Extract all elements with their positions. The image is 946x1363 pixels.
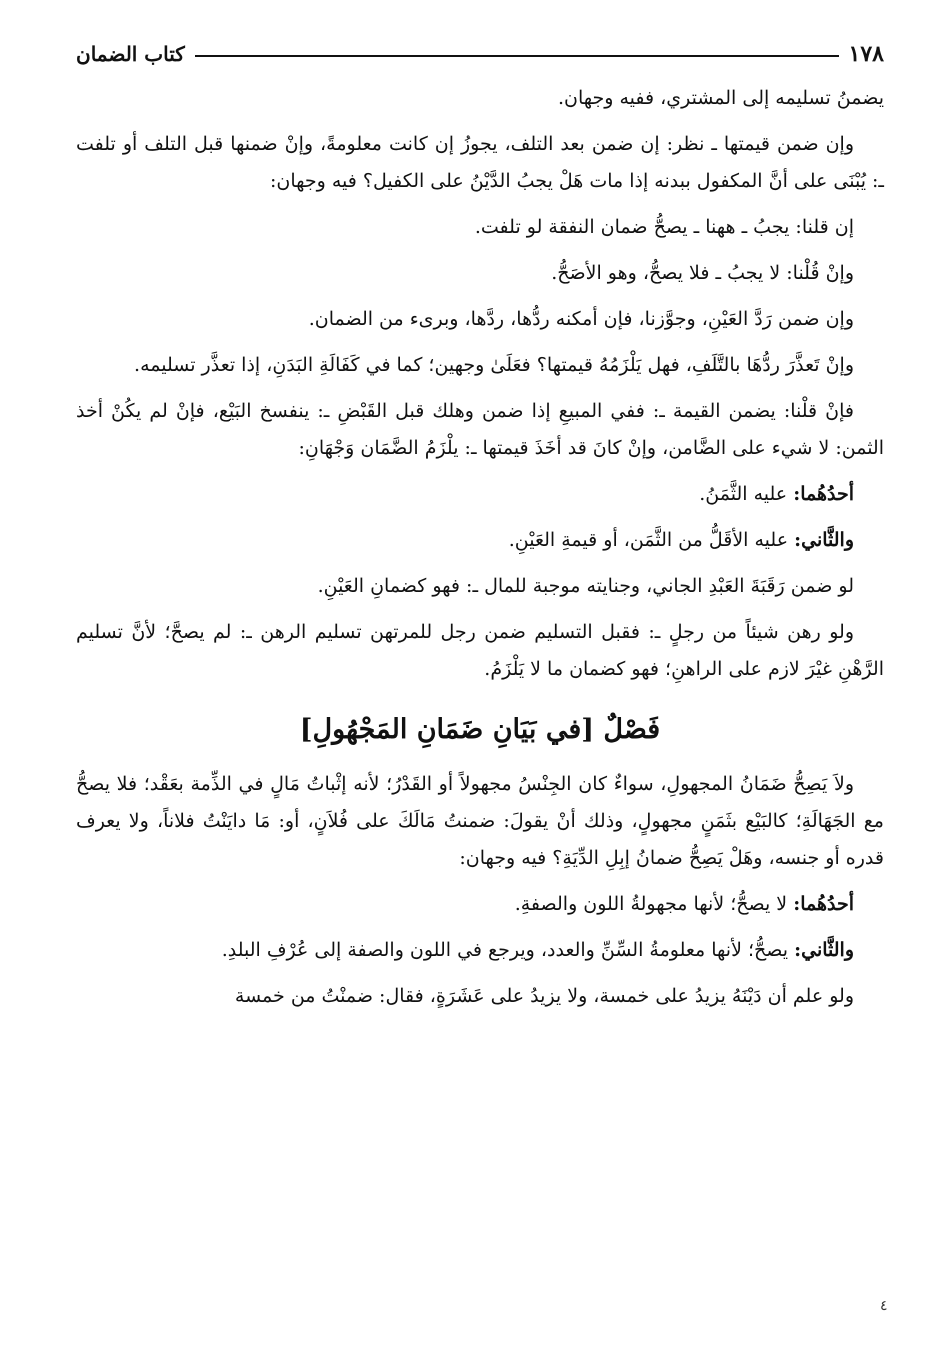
- paragraph: والثَّاني: عليه الأقَلُّ من الثَّمَن، أو قيمةِ العَيْنِ.: [508, 529, 854, 551]
- page-header: [76, 34, 884, 74]
- page-mark: ٤: [880, 1298, 888, 1314]
- paragraph: أحدُهُما: عليه الثَّمَنُ.: [699, 483, 854, 505]
- paragraph: ولو علم أن دَيْنَهُ يزيدُ على خمسة، ولا يزيدُ على عَشَرَةٍ، فقال: ضمنْتُ من خمسة: [234, 985, 854, 1007]
- paragraph: وإن ضمن رَدَّ العَيْنِ، وجوَّزنا، فإن أمكنه ردُّها، ردَّها، وبرىء من الضمان.: [308, 308, 854, 330]
- paragraph: ولو رهن شيئاً من رجلٍ ـ: فقبل التسليم ضمن رجل للمرتهن تسليم الرهن ـ: لم يصحَّ؛ لأنَّ تسليم الرَّهْنِ غيْرَ لازم على الراهنِ؛ فهو كضمان ما لا يَلْزَمُ.: [76, 621, 884, 680]
- paragraph: إن قلنا: يجبُ ـ ههنا ـ يصحُّ ضمان النفقة لو تلفت.: [474, 216, 854, 238]
- opinion-label: أحدُهُما:: [793, 483, 854, 505]
- paragraph: وإنْ قُلْنا: لا يجبُ ـ فلا يصحُّ، وهو الأصَحُّ.: [551, 262, 854, 284]
- opinion-label: أحدُهُما:: [793, 893, 854, 915]
- paragraph: يضمنُ تسليمه إلى المشتري، ففيه وجهان.: [557, 87, 884, 109]
- paragraph: والثَّاني: يصحُّ؛ لأنها معلومةُ السِّنِّ والعدد، ويرجع في اللون والصفة إلى عُرْفِ البلدِ.: [221, 939, 854, 961]
- book-title: كتاب الضمان: [76, 42, 185, 66]
- opinion-label: والثَّاني:: [794, 939, 854, 961]
- body-text: [76, 80, 884, 1015]
- paragraph: وإنْ تَعذَّرَ ردُّهَا بالتَّلَفِ، فهل يَلْزَمُهُ قيمتها؟ فعَلَىٰ وجهين؛ كما في كَفَالَةِ البَدَنِ، إذا تعذَّر تسليمه.: [134, 354, 854, 376]
- paragraph: ولاَ يَصِحُّ ضَمَانُ المجهولِ، سواءٌ كان الجِنْسُ مجهولاً أو القَدْرُ؛ لأنه إثْباتُ مَالٍ في الذِّمة بعَقْد؛ فلا يصحُّ مع الجَهَالَةِ؛ كالبَيْع بثَمَنٍ مجهولٍ، وذلك أنْ يقولَ: ضمنتُ مَالَكَ على فُلاَنٍ، أو: مَا دايَنْتُ فلاناً، ولا يعرف قدره أو جنسه، وهَلْ يَصِحُّ ضمانُ إبِلِ الدِّيَةِ؟ فيه وجهان:: [76, 773, 884, 869]
- section-heading: فَصْلٌ [في بَيَانِ ضَمَانِ المَجْهُولِ]: [299, 714, 661, 745]
- opinion-label: والثَّاني:: [794, 529, 854, 551]
- paragraph: فإنْ قلْنا: يضمن القيمة ـ: ففي المبيعِ إذا ضمن وهلك قبل القَبْضِ ـ: ينفسخ البَيْع، فإنْ لم يكُنْ أخذ الثمن: لا شيء على الضَّامن، وإنْ كانَ قد أخَذَ قيمتها ـ: يلْزَمُ الضَّمَان وَجْهَانِ:: [76, 400, 884, 459]
- paragraph: أحدُهُما: لا يصحُّ؛ لأنها مجهولةُ اللون والصفةِ.: [514, 893, 854, 915]
- page-number: ١٧٨: [848, 41, 884, 67]
- paragraph: لو ضمن رَقَبَةَ العَبْدِ الجاني، وجنايته موجبة للمال ـ: فهو كضمانِ العَيْنِ.: [317, 575, 854, 597]
- paragraph: وإن ضمن قيمتها ـ نظر: إن ضمن بعد التلف، يجوزُ إن كانت معلومةً، وإنْ ضمنها قبل التلف أو تلفت ـ: يُبْنَى على أنَّ المكفول ببدنه إذا مات هَلْ يجبُ الدَّيْنُ على الكفيل؟ فيه وجهان:: [76, 133, 884, 192]
- header-rule: [195, 55, 839, 57]
